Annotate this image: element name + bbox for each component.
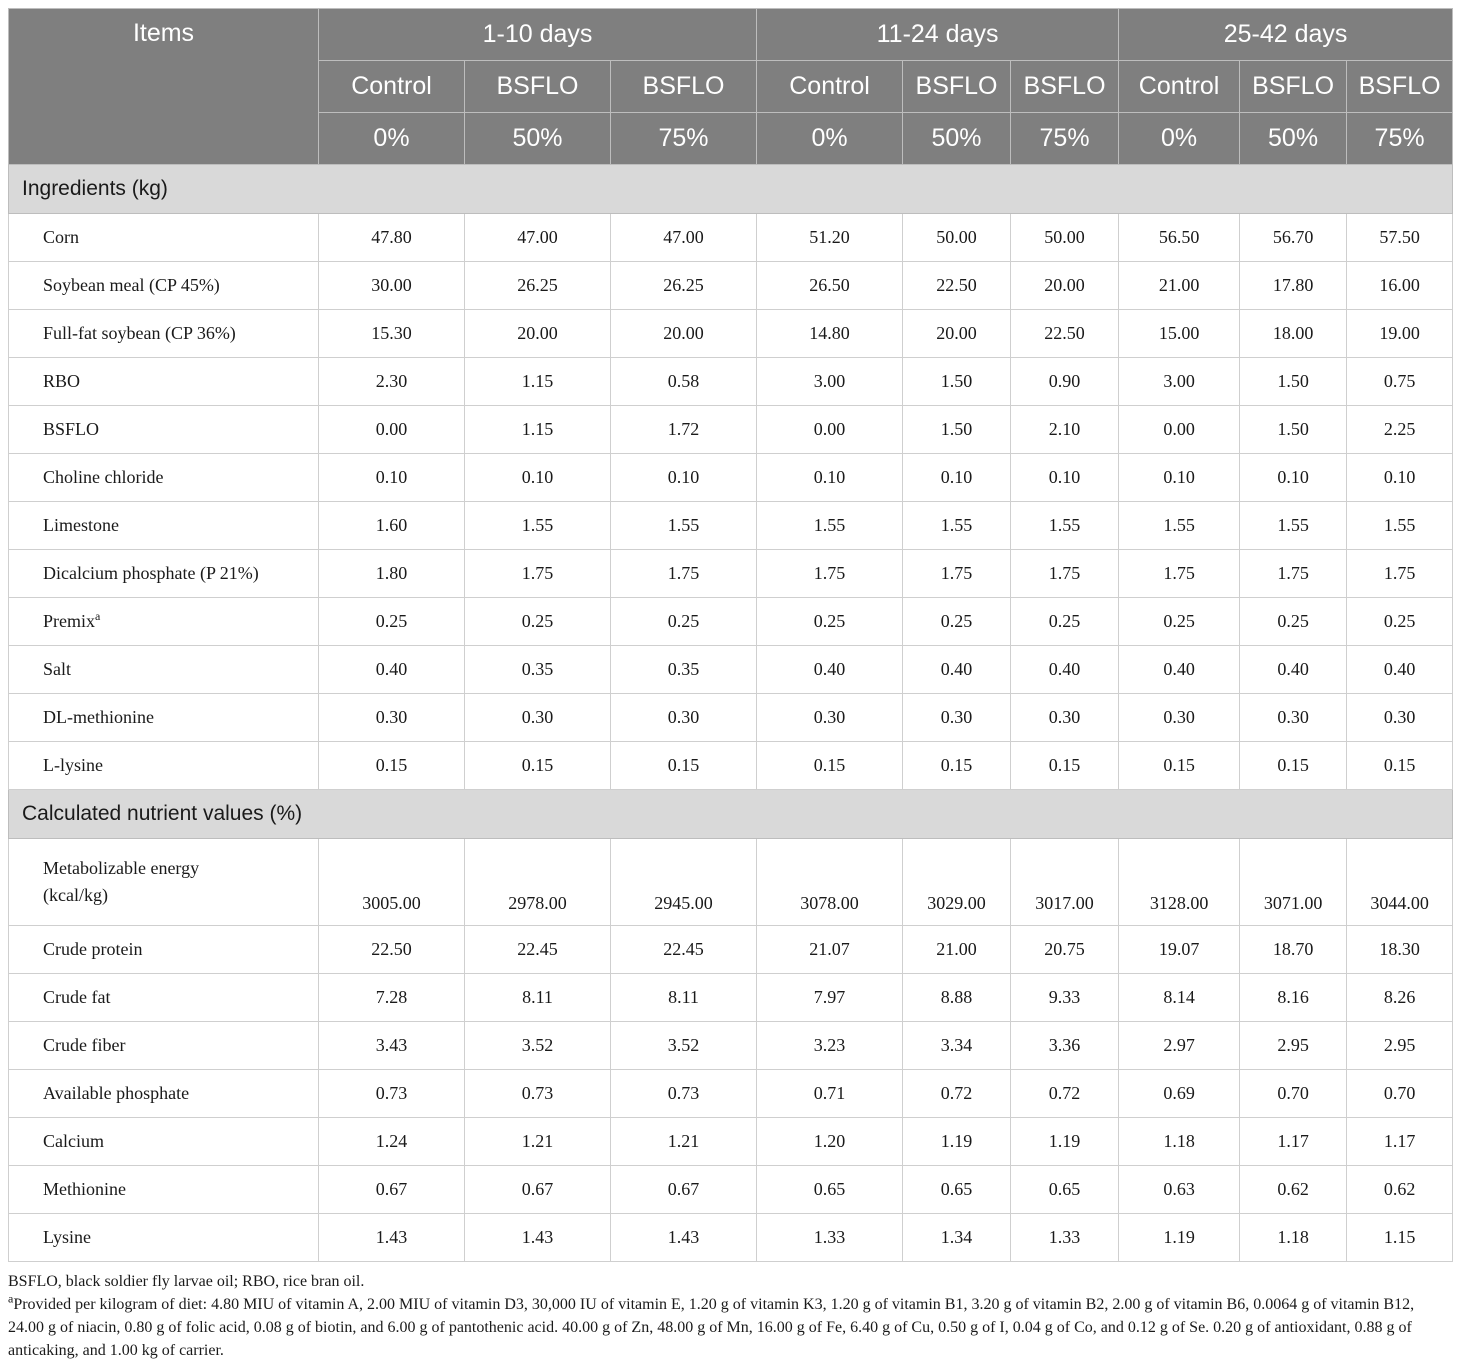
row-label — [9, 262, 319, 310]
row-label-text: Dicalcium phosphate (P 21%) — [43, 563, 259, 583]
table-cell: 0.73 — [611, 1070, 757, 1118]
row-label-line: Metabolizable energy — [43, 858, 200, 878]
table-row — [9, 262, 1453, 310]
table-cell: 57.50 — [1347, 214, 1453, 262]
group-header: BSFLO — [1347, 61, 1453, 113]
table-cell: 1.75 — [757, 550, 903, 598]
group-header: BSFLO — [1011, 61, 1119, 113]
table-cell: 0.70 — [1240, 1070, 1347, 1118]
table-cell: 1.18 — [1240, 1214, 1347, 1262]
table-cell: 2.95 — [1240, 1022, 1347, 1070]
table-cell: 3005.00 — [319, 839, 465, 926]
table-cell: 3.00 — [757, 358, 903, 406]
group-header: BSFLO — [611, 61, 757, 113]
row-label-text: Methionine — [43, 1179, 126, 1199]
table-cell: 1.43 — [465, 1214, 611, 1262]
table-cell: 0.62 — [1347, 1166, 1453, 1214]
table-cell: 1.55 — [611, 502, 757, 550]
table-cell: 2945.00 — [611, 839, 757, 926]
table-row — [9, 502, 1453, 550]
items-header: Items — [9, 9, 319, 165]
section-row — [9, 165, 1453, 214]
row-label-text: Calcium — [43, 1131, 104, 1151]
table-cell: 0.67 — [319, 1166, 465, 1214]
row-label — [9, 694, 319, 742]
table-cell: 1.55 — [1119, 502, 1240, 550]
table-cell: 2978.00 — [465, 839, 611, 926]
table-cell: 3.43 — [319, 1022, 465, 1070]
table-cell: 2.97 — [1119, 1022, 1240, 1070]
table-cell: 1.20 — [757, 1118, 903, 1166]
table-cell: 1.21 — [611, 1118, 757, 1166]
table-cell: 3017.00 — [1011, 839, 1119, 926]
table-cell: 0.73 — [319, 1070, 465, 1118]
diet-composition-table — [8, 8, 1453, 1262]
table-cell: 1.17 — [1347, 1118, 1453, 1166]
table-cell: 26.25 — [465, 262, 611, 310]
row-label — [9, 214, 319, 262]
table-cell: 1.80 — [319, 550, 465, 598]
row-label-text: Crude protein — [43, 939, 143, 959]
row-label — [9, 926, 319, 974]
table-cell: 1.15 — [1347, 1214, 1453, 1262]
table-cell: 0.72 — [1011, 1070, 1119, 1118]
table-cell: 0.15 — [1119, 742, 1240, 790]
table-cell: 0.25 — [1347, 598, 1453, 646]
table-cell: 3.52 — [611, 1022, 757, 1070]
table-cell: 26.50 — [757, 262, 903, 310]
table-cell: 0.25 — [465, 598, 611, 646]
table-cell: 0.10 — [903, 454, 1011, 502]
table-cell: 1.19 — [903, 1118, 1011, 1166]
table-row — [9, 1166, 1453, 1214]
table-cell: 1.60 — [319, 502, 465, 550]
period-header: 11-24 days — [757, 9, 1119, 61]
table-cell: 21.00 — [903, 926, 1011, 974]
table-cell: 0.25 — [319, 598, 465, 646]
table-row — [9, 406, 1453, 454]
row-label-text: Soybean meal (CP 45%) — [43, 275, 220, 295]
row-label — [9, 358, 319, 406]
section-row — [9, 790, 1453, 839]
group-header: BSFLO — [903, 61, 1011, 113]
table-cell: 16.00 — [1347, 262, 1453, 310]
table-cell: 0.67 — [611, 1166, 757, 1214]
table-cell: 0.00 — [319, 406, 465, 454]
table-cell: 0.69 — [1119, 1070, 1240, 1118]
table-cell: 18.00 — [1240, 310, 1347, 358]
abbreviations-note: BSFLO, black soldier fly larvae oil; RBO, rice bran oil. — [8, 1273, 365, 1290]
level-header: 0% — [757, 113, 903, 165]
premix-footnote — [8, 1293, 1452, 1362]
table-cell: 1.17 — [1240, 1118, 1347, 1166]
table-cell: 0.10 — [319, 454, 465, 502]
table-cell: 21.07 — [757, 926, 903, 974]
group-header: Control — [757, 61, 903, 113]
row-label-text: BSFLO — [43, 419, 100, 439]
level-header: 0% — [319, 113, 465, 165]
table-cell: 3078.00 — [757, 839, 903, 926]
table-notes — [8, 1270, 1452, 1362]
table-cell: 20.75 — [1011, 926, 1119, 974]
table-cell: 22.45 — [465, 926, 611, 974]
table-cell: 0.10 — [611, 454, 757, 502]
table-cell: 0.65 — [757, 1166, 903, 1214]
level-header: 50% — [1240, 113, 1347, 165]
row-label-text: RBO — [43, 371, 81, 391]
table-cell: 0.25 — [1011, 598, 1119, 646]
table-cell: 0.15 — [611, 742, 757, 790]
level-header: 50% — [903, 113, 1011, 165]
table-cell: 19.00 — [1347, 310, 1453, 358]
table-row — [9, 646, 1453, 694]
table-cell: 0.15 — [1347, 742, 1453, 790]
table-cell: 3.23 — [757, 1022, 903, 1070]
table-cell: 22.50 — [1011, 310, 1119, 358]
table-cell: 0.30 — [1119, 694, 1240, 742]
row-label-line: (kcal/kg) — [43, 885, 108, 905]
table-cell: 1.15 — [465, 406, 611, 454]
table-cell: 22.50 — [903, 262, 1011, 310]
table-cell: 0.40 — [319, 646, 465, 694]
table-cell: 0.15 — [1011, 742, 1119, 790]
table-cell: 0.40 — [903, 646, 1011, 694]
table-cell: 3.34 — [903, 1022, 1011, 1070]
table-cell: 20.00 — [465, 310, 611, 358]
row-label — [9, 1070, 319, 1118]
row-label-text: Salt — [43, 659, 72, 679]
table-cell: 15.30 — [319, 310, 465, 358]
table-cell: 50.00 — [1011, 214, 1119, 262]
table-cell: 3029.00 — [903, 839, 1011, 926]
table-cell: 30.00 — [319, 262, 465, 310]
table-cell: 0.10 — [1240, 454, 1347, 502]
row-label — [9, 646, 319, 694]
table-cell: 0.30 — [465, 694, 611, 742]
row-label-text: Lysine — [43, 1227, 91, 1247]
table-cell: 0.25 — [903, 598, 1011, 646]
table-cell: 0.62 — [1240, 1166, 1347, 1214]
table-cell: 47.00 — [611, 214, 757, 262]
table-cell: 1.50 — [1240, 406, 1347, 454]
table-cell: 1.55 — [1240, 502, 1347, 550]
table-row — [9, 839, 1453, 926]
table-cell: 0.10 — [465, 454, 611, 502]
row-label — [9, 406, 319, 454]
row-label — [9, 974, 319, 1022]
group-header: BSFLO — [465, 61, 611, 113]
row-label — [9, 1166, 319, 1214]
table-cell: 0.67 — [465, 1166, 611, 1214]
row-label — [9, 502, 319, 550]
table-cell: 20.00 — [1011, 262, 1119, 310]
table-row — [9, 1118, 1453, 1166]
table-cell: 0.35 — [465, 646, 611, 694]
table-cell: 0.70 — [1347, 1070, 1453, 1118]
table-cell: 0.40 — [1011, 646, 1119, 694]
table-cell: 0.15 — [903, 742, 1011, 790]
table-cell: 51.20 — [757, 214, 903, 262]
table-cell: 0.40 — [757, 646, 903, 694]
table-row — [9, 1022, 1453, 1070]
table-cell: 1.24 — [319, 1118, 465, 1166]
table-cell: 0.30 — [757, 694, 903, 742]
header-row-periods — [9, 9, 1453, 61]
table-cell: 1.33 — [757, 1214, 903, 1262]
row-label — [9, 839, 319, 926]
table-row — [9, 358, 1453, 406]
table-cell: 0.00 — [1119, 406, 1240, 454]
table-cell: 0.10 — [1347, 454, 1453, 502]
table-cell: 18.30 — [1347, 926, 1453, 974]
table-cell: 56.50 — [1119, 214, 1240, 262]
table-cell: 1.33 — [1011, 1214, 1119, 1262]
table-cell: 1.55 — [1011, 502, 1119, 550]
row-label-text: Crude fiber — [43, 1035, 126, 1055]
table-cell: 0.63 — [1119, 1166, 1240, 1214]
table-cell: 8.11 — [611, 974, 757, 1022]
table-cell: 0.10 — [757, 454, 903, 502]
table-row — [9, 310, 1453, 358]
table-cell: 8.88 — [903, 974, 1011, 1022]
table-body — [9, 165, 1453, 1262]
table-cell: 0.30 — [1347, 694, 1453, 742]
table-cell: 0.65 — [903, 1166, 1011, 1214]
table-cell: 1.75 — [1119, 550, 1240, 598]
table-cell: 1.75 — [903, 550, 1011, 598]
table-cell: 3128.00 — [1119, 839, 1240, 926]
row-label — [9, 1022, 319, 1070]
table-row — [9, 454, 1453, 502]
table-cell: 0.15 — [465, 742, 611, 790]
table-row — [9, 1214, 1453, 1262]
table-cell: 47.80 — [319, 214, 465, 262]
footnote-text: Provided per kilogram of diet: 4.80 MIU of vitamin A, 2.00 MIU of vitamin D3, 30,000 IU of vitamin E, 1.20 g of vitamin K3, 1.20 g of vitamin B1, 3.20 g of vitamin B2, 2.00 g of vitamin B6, 0.0064 g of vitamin B12, 24.00 g of niacin, 0.80 g of folic acid, 0.08 g of biotin, and 6.00 g of pantothenic acid. 40.00 g of Zn, 48.00 g of Mn, 16.00 g of Fe, 6.40 g of Cu, 0.50 g of I, 0.04 g of Co, and 0.12 g of Se. 0.20 g of antioxidant, 0.88 g of anticaking, and 1.00 kg of carrier. — [8, 1296, 1415, 1359]
table-cell: 1.75 — [611, 550, 757, 598]
level-header: 50% — [465, 113, 611, 165]
row-label — [9, 454, 319, 502]
row-label — [9, 1118, 319, 1166]
table-cell: 22.50 — [319, 926, 465, 974]
group-header: Control — [1119, 61, 1240, 113]
table-cell: 0.35 — [611, 646, 757, 694]
table-cell: 1.55 — [465, 502, 611, 550]
row-label — [9, 742, 319, 790]
table-cell: 1.34 — [903, 1214, 1011, 1262]
table-cell: 0.71 — [757, 1070, 903, 1118]
table-cell: 1.75 — [1240, 550, 1347, 598]
table-cell: 0.10 — [1011, 454, 1119, 502]
section-title: Calculated nutrient values (%) — [9, 790, 1453, 839]
table-cell: 1.55 — [903, 502, 1011, 550]
row-label-text: Crude fat — [43, 987, 111, 1007]
table-cell: 17.80 — [1240, 262, 1347, 310]
table-cell: 3.52 — [465, 1022, 611, 1070]
table-cell: 3044.00 — [1347, 839, 1453, 926]
table-cell: 0.25 — [611, 598, 757, 646]
table-cell: 8.16 — [1240, 974, 1347, 1022]
row-label-text: Corn — [43, 227, 79, 247]
table-cell: 0.25 — [1119, 598, 1240, 646]
table-cell: 0.15 — [319, 742, 465, 790]
row-label-text: DL-methionine — [43, 707, 154, 727]
table-cell: 50.00 — [903, 214, 1011, 262]
footnote-marker: a — [95, 609, 101, 623]
table-cell: 22.45 — [611, 926, 757, 974]
table-cell: 1.43 — [611, 1214, 757, 1262]
table-cell: 2.30 — [319, 358, 465, 406]
table-cell: 0.25 — [1240, 598, 1347, 646]
table-cell: 0.65 — [1011, 1166, 1119, 1214]
table-cell: 1.15 — [465, 358, 611, 406]
table-cell: 1.50 — [903, 406, 1011, 454]
level-header: 0% — [1119, 113, 1240, 165]
table-cell: 7.97 — [757, 974, 903, 1022]
group-header: BSFLO — [1240, 61, 1347, 113]
table-cell: 3.36 — [1011, 1022, 1119, 1070]
table-cell: 1.72 — [611, 406, 757, 454]
level-header: 75% — [611, 113, 757, 165]
table-cell: 15.00 — [1119, 310, 1240, 358]
table-row — [9, 214, 1453, 262]
table-cell: 1.55 — [757, 502, 903, 550]
table-cell: 56.70 — [1240, 214, 1347, 262]
table-cell: 0.10 — [1119, 454, 1240, 502]
level-header: 75% — [1347, 113, 1453, 165]
table-row — [9, 550, 1453, 598]
table-cell: 0.40 — [1240, 646, 1347, 694]
period-header: 1-10 days — [319, 9, 757, 61]
period-header: 25-42 days — [1119, 9, 1453, 61]
table-cell: 0.73 — [465, 1070, 611, 1118]
row-label-text: Choline chloride — [43, 467, 164, 487]
table-cell: 1.75 — [465, 550, 611, 598]
table-cell: 0.75 — [1347, 358, 1453, 406]
table-cell: 0.58 — [611, 358, 757, 406]
table-cell: 0.30 — [1011, 694, 1119, 742]
table-cell: 8.11 — [465, 974, 611, 1022]
table-cell: 26.25 — [611, 262, 757, 310]
table-row — [9, 598, 1453, 646]
table-cell: 14.80 — [757, 310, 903, 358]
table-row — [9, 694, 1453, 742]
table-cell: 1.50 — [903, 358, 1011, 406]
table-cell: 1.43 — [319, 1214, 465, 1262]
table-cell: 0.15 — [757, 742, 903, 790]
table-cell: 18.70 — [1240, 926, 1347, 974]
table-cell: 0.30 — [903, 694, 1011, 742]
group-header: Control — [319, 61, 465, 113]
table-cell: 2.25 — [1347, 406, 1453, 454]
table-cell: 1.75 — [1011, 550, 1119, 598]
table-cell: 9.33 — [1011, 974, 1119, 1022]
diet-composition-table-container — [8, 8, 1452, 1362]
table-row — [9, 926, 1453, 974]
table-cell: 20.00 — [611, 310, 757, 358]
table-cell: 0.72 — [903, 1070, 1011, 1118]
row-label — [9, 550, 319, 598]
row-label — [9, 310, 319, 358]
table-cell: 8.26 — [1347, 974, 1453, 1022]
row-label — [9, 598, 319, 646]
row-label-text: Limestone — [43, 515, 119, 535]
table-cell: 1.55 — [1347, 502, 1453, 550]
table-cell: 1.19 — [1011, 1118, 1119, 1166]
table-cell: 21.00 — [1119, 262, 1240, 310]
table-cell: 0.40 — [1347, 646, 1453, 694]
table-row — [9, 1070, 1453, 1118]
table-cell: 1.21 — [465, 1118, 611, 1166]
table-cell: 0.30 — [1240, 694, 1347, 742]
table-cell: 19.07 — [1119, 926, 1240, 974]
table-cell: 0.30 — [611, 694, 757, 742]
table-cell: 7.28 — [319, 974, 465, 1022]
table-cell: 0.15 — [1240, 742, 1347, 790]
table-cell: 3.00 — [1119, 358, 1240, 406]
table-cell: 1.50 — [1240, 358, 1347, 406]
level-header: 75% — [1011, 113, 1119, 165]
table-row — [9, 742, 1453, 790]
footnote-marker: a — [8, 1291, 14, 1306]
table-cell: 0.90 — [1011, 358, 1119, 406]
table-cell: 0.25 — [757, 598, 903, 646]
table-cell: 0.40 — [1119, 646, 1240, 694]
table-cell: 2.95 — [1347, 1022, 1453, 1070]
table-cell: 0.00 — [757, 406, 903, 454]
row-label-text: Premix — [43, 611, 95, 631]
section-title: Ingredients (kg) — [9, 165, 1453, 214]
row-label-text: Full-fat soybean (CP 36%) — [43, 323, 236, 343]
table-cell: 1.19 — [1119, 1214, 1240, 1262]
table-cell: 1.18 — [1119, 1118, 1240, 1166]
row-label — [9, 1214, 319, 1262]
table-cell: 20.00 — [903, 310, 1011, 358]
row-label-text: Available phosphate — [43, 1083, 190, 1103]
table-header — [9, 9, 1453, 165]
table-cell: 8.14 — [1119, 974, 1240, 1022]
table-row — [9, 974, 1453, 1022]
table-cell: 47.00 — [465, 214, 611, 262]
row-label-text: L-lysine — [43, 755, 103, 775]
table-cell: 3071.00 — [1240, 839, 1347, 926]
table-cell: 2.10 — [1011, 406, 1119, 454]
table-cell: 0.30 — [319, 694, 465, 742]
table-cell: 1.75 — [1347, 550, 1453, 598]
